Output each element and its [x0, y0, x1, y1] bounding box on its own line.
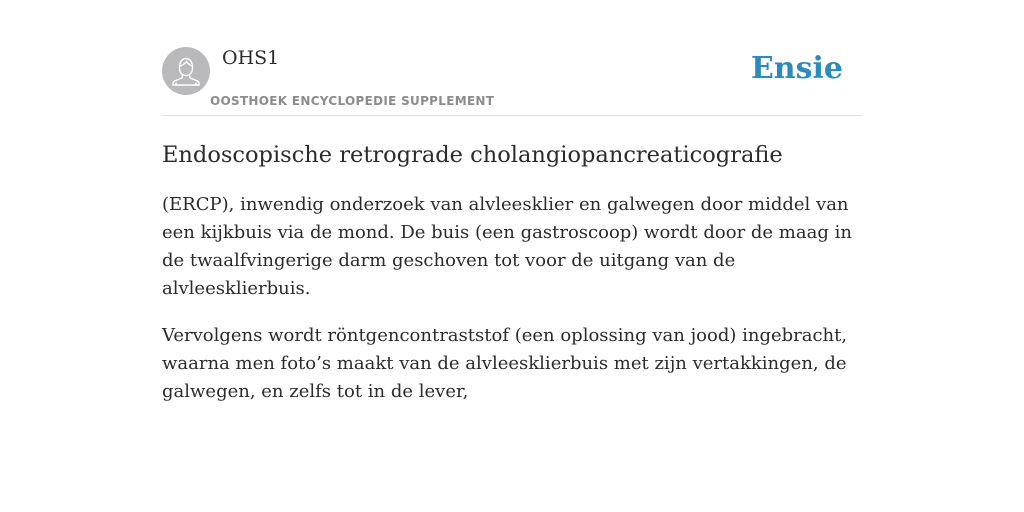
article-title: Endoscopische retrograde cholangiopancreaticografie [162, 142, 783, 168]
article-header [162, 44, 862, 116]
article-paragraph: (ERCP), inwendig onderzoek van alvleesklier en galwegen door middel van een kijkbuis via de mond. De buis (een gastroscoop) wordt door de maag in de twaalfvingerige darm geschoven tot voor de uitgang van de alvleesklierbuis. [162, 194, 852, 299]
article-paragraph: Vervolgens wordt röntgencontraststof (een oplossing van jood) ingebracht, waarna men foto’s maakt van de alvleesklierbuis met zijn vertakkingen, de galwegen, en zelfs tot in de lever, [162, 325, 848, 402]
article-card [162, 44, 862, 406]
avatar [162, 47, 210, 95]
user-silhouette-icon [162, 47, 210, 95]
brand-logo-link[interactable]: Ensie [750, 51, 843, 86]
source-subtitle: OOSTHOEK ENCYCLOPEDIE SUPPLEMENT [210, 94, 495, 108]
source-name: OHS1 [222, 47, 280, 69]
